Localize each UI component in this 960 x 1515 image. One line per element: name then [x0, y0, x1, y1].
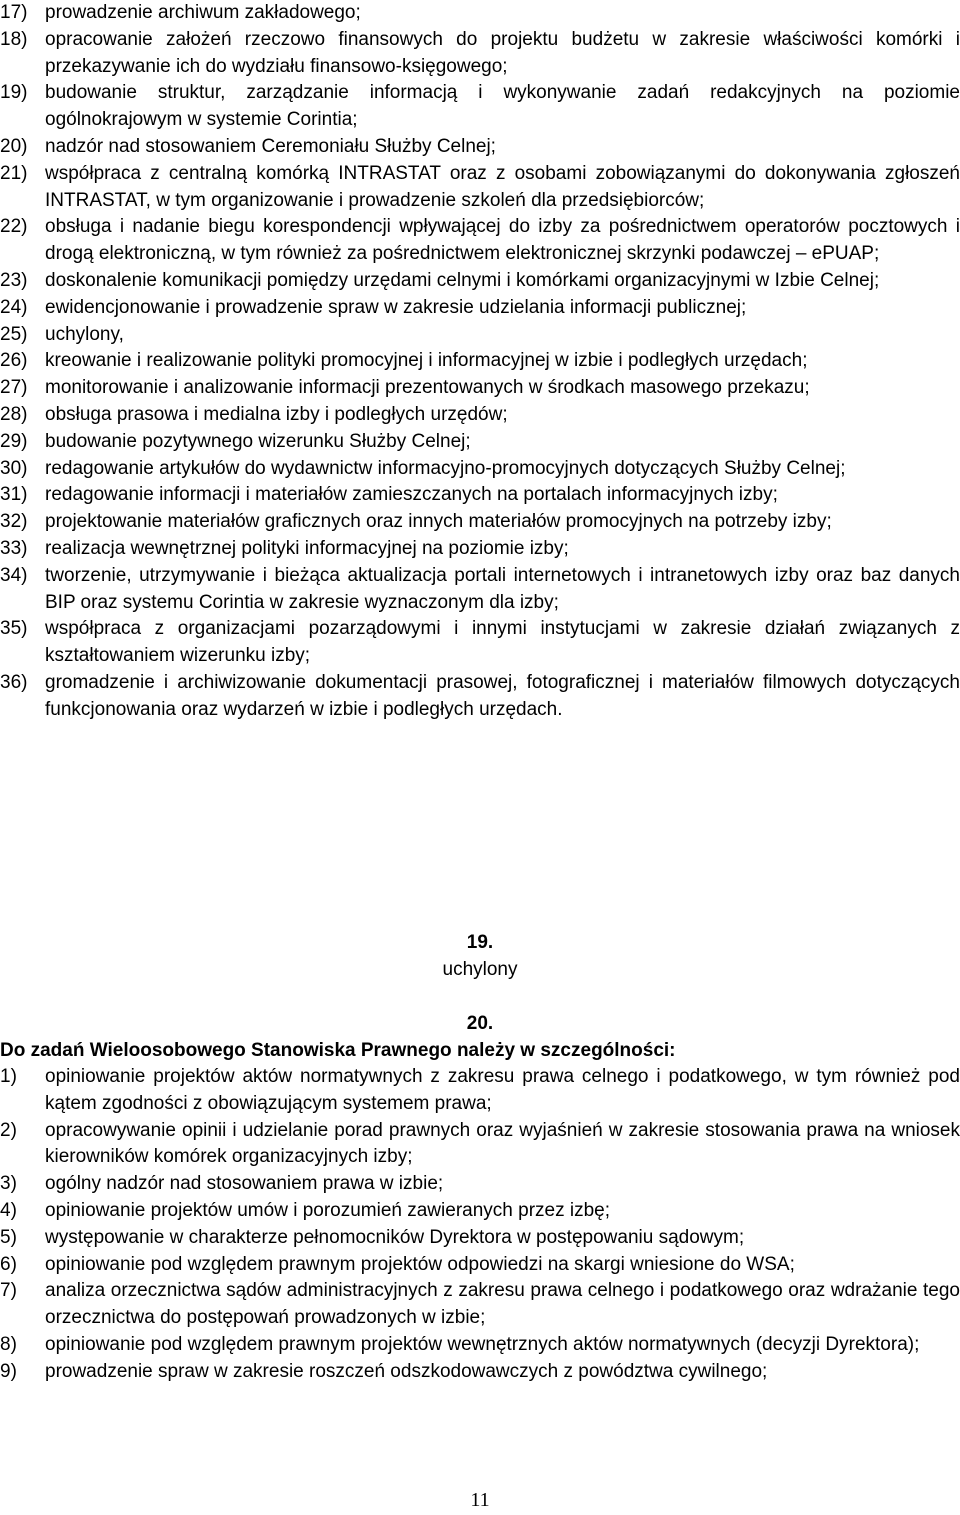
list-item-number: 27): [0, 377, 28, 399]
list-item: [0, 402, 960, 429]
list-item-text: ewidencjonowanie i prowadzenie spraw w zakresie udzielania informacji publicznej;: [45, 296, 747, 318]
list-item-number: 6): [0, 1253, 17, 1275]
list-item: [0, 509, 960, 536]
list-item: [0, 214, 960, 268]
list-item-number: 7): [0, 1280, 17, 1302]
list-item-text: nadzór nad stosowaniem Ceremoniału Służby Celnej;: [45, 135, 496, 157]
list-item-number: 23): [0, 269, 28, 291]
list-item: [0, 616, 960, 670]
list-item-text: budowanie pozytywnego wizerunku Służby Celnej;: [45, 430, 471, 452]
list-item-number: 28): [0, 403, 28, 425]
section-20-intro: Do zadań Wieloosobowego Stanowiska Prawnego należy w szczególności:: [0, 1040, 676, 1061]
list-item: [0, 27, 960, 81]
list-item-number: 18): [0, 28, 28, 50]
list-item-text: kreowanie i realizowanie polityki promocyjnej i informacyjnej w izbie i podległych urzędach;: [45, 350, 808, 372]
list-item-text: obsługa prasowa i medialna izby i podległych urzędów;: [45, 403, 508, 425]
list-item: [0, 456, 960, 483]
list-item-text: współpraca z organizacjami pozarządowymi i innymi instytucjami w zakresie działań związanych z kształtowaniem wizerunku izby;: [45, 618, 960, 667]
list-item-number: 30): [0, 457, 28, 479]
list-item-number: 25): [0, 323, 28, 345]
list-item-text: redagowanie artykułów do wydawnictw informacyjno-promocyjnych dotyczących Służby Celnej;: [45, 457, 846, 479]
list-item: [0, 482, 960, 509]
list-item-text: opiniowanie pod względem prawnym projektów odpowiedzi na skargi wniesione do WSA;: [45, 1253, 795, 1275]
list-item: [0, 1252, 960, 1279]
list-item: [0, 1225, 960, 1252]
list-item-text: doskonalenie komunikacji pomiędzy urzędami celnymi i komórkami organizacyjnymi w Izbie Celnej;: [45, 269, 880, 291]
list-item: [0, 563, 960, 617]
list-item-text: budowanie struktur, zarządzanie informacją i wykonywanie zadań redakcyjnych na poziomie ogólnokrajowym w systemie Corintia;: [45, 82, 960, 131]
legal-duties-list: [0, 1064, 960, 1386]
section-19-number: 19.: [466, 932, 494, 953]
list-item-text: współpraca z centralną komórką INTRASTAT oraz z osobami zobowiązanymi do dokonywania zgłoszeń INTRASTAT, w tym organizowanie i prowadzenie szkoleń dla przedsiębiorców;: [45, 162, 960, 211]
list-item-number: 3): [0, 1173, 17, 1195]
list-item-text: projektowanie materiałów graficznych oraz innych materiałów promocyjnych na potrzeby izby;: [45, 511, 832, 533]
list-item: [0, 1278, 960, 1332]
list-item-number: 36): [0, 671, 28, 693]
list-item: [0, 1359, 960, 1386]
list-item: [0, 429, 960, 456]
list-item-text: opracowanie założeń rzeczowo finansowych do projektu budżetu w zakresie właściwości komórki i przekazywanie ich do wydziału finansowo-księgowego;: [45, 28, 960, 77]
list-item-number: 34): [0, 564, 28, 586]
list-item: [0, 295, 960, 322]
list-item: [0, 348, 960, 375]
list-item-text: obsługa i nadanie biegu korespondencji wpływającej do izby za pośrednictwem operatorów pocztowych i drogą elektroniczną, w tym również za pośrednictwem elektronicznej skrzynki podawczej – ePUAP;: [45, 216, 960, 265]
list-item-number: 5): [0, 1226, 17, 1248]
list-item: [0, 375, 960, 402]
page-number: 11: [470, 1489, 490, 1511]
list-item-number: 2): [0, 1119, 17, 1141]
list-item-number: 22): [0, 216, 28, 238]
list-item-text: opracowywanie opinii i udzielanie porad prawnych oraz wyjaśnień w zakresie stosowania prawa na wniosek kierowników komórek organizacyjnych izby;: [45, 1119, 960, 1168]
list-item-number: 9): [0, 1360, 17, 1382]
section-19-text: uchylony: [442, 959, 518, 980]
list-item: [0, 1064, 960, 1118]
list-item: [0, 161, 960, 215]
list-item-text: opiniowanie projektów aktów normatywnych z zakresu prawa celnego i podatkowego, w tym również pod kątem zgodności z obowiązującym systemem prawa;: [45, 1066, 960, 1114]
list-item-number: 19): [0, 82, 28, 104]
list-item-number: 4): [0, 1199, 17, 1221]
list-item: [0, 134, 960, 161]
list-item-number: 8): [0, 1333, 17, 1355]
list-item-text: opiniowanie projektów umów i porozumień zawieranych przez izbę;: [45, 1199, 610, 1221]
list-item-text: monitorowanie i analizowanie informacji prezentowanych w środkach masowego przekazu;: [45, 377, 810, 399]
list-item-text: tworzenie, utrzymywanie i bieżąca aktualizacja portali internetowych i intranetowych izby oraz baz danych BIP oraz systemu Corintia w zakresie wyznaczonym dla izby;: [45, 564, 960, 613]
list-item-number: 26): [0, 350, 28, 372]
list-item-text: ogólny nadzór nad stosowaniem prawa w izbie;: [45, 1173, 444, 1195]
list-item-number: 35): [0, 618, 28, 640]
list-item-text: prowadzenie spraw w zakresie roszczeń odszkodowawczych z powództwa cywilnego;: [45, 1360, 768, 1382]
list-item: [0, 268, 960, 295]
list-item: [0, 80, 960, 134]
duties-list-continued: [0, 0, 960, 724]
list-item-number: 1): [0, 1066, 17, 1087]
list-item-text: redagowanie informacji i materiałów zamieszczanych na portalach informacyjnych izby;: [45, 484, 778, 506]
list-item: [0, 536, 960, 563]
list-item: [0, 0, 960, 27]
list-item-text: opiniowanie pod względem prawnym projektów wewnętrznych aktów normatywnych (decyzji Dyrektora);: [45, 1333, 920, 1355]
list-item-text: realizacja wewnętrznej polityki informacyjnej na poziomie izby;: [45, 537, 569, 559]
list-item-text: uchylony,: [45, 323, 124, 345]
list-item-text: gromadzenie i archiwizowanie dokumentacji prasowej, fotograficznej i materiałów filmowych dotyczących funkcjonowania oraz wydarzeń w izbie i podległych urzędach.: [45, 671, 960, 720]
list-item: [0, 1118, 960, 1172]
section-20-number: 20.: [466, 1013, 494, 1034]
list-item-number: 21): [0, 162, 28, 184]
list-item-number: 24): [0, 296, 28, 318]
list-item: [0, 1332, 960, 1359]
list-item-number: 32): [0, 511, 28, 533]
list-item-number: 20): [0, 135, 28, 157]
list-item-text: analiza orzecznictwa sądów administracyjnych z zakresu prawa celnego i podatkowego oraz wdrażanie tego orzecznictwa do postępowań prowadzonych w izbie;: [45, 1280, 960, 1329]
list-item-number: 33): [0, 537, 28, 559]
list-item-number: 29): [0, 430, 28, 452]
list-item: [0, 322, 960, 349]
list-item-number: 17): [0, 2, 28, 23]
list-item-number: 31): [0, 484, 28, 506]
list-item: [0, 1171, 960, 1198]
list-item-text: prowadzenie archiwum zakładowego;: [45, 2, 361, 23]
list-item: [0, 670, 960, 724]
list-item: [0, 1198, 960, 1225]
list-item-text: występowanie w charakterze pełnomocników Dyrektora w postępowaniu sądowym;: [45, 1226, 745, 1248]
